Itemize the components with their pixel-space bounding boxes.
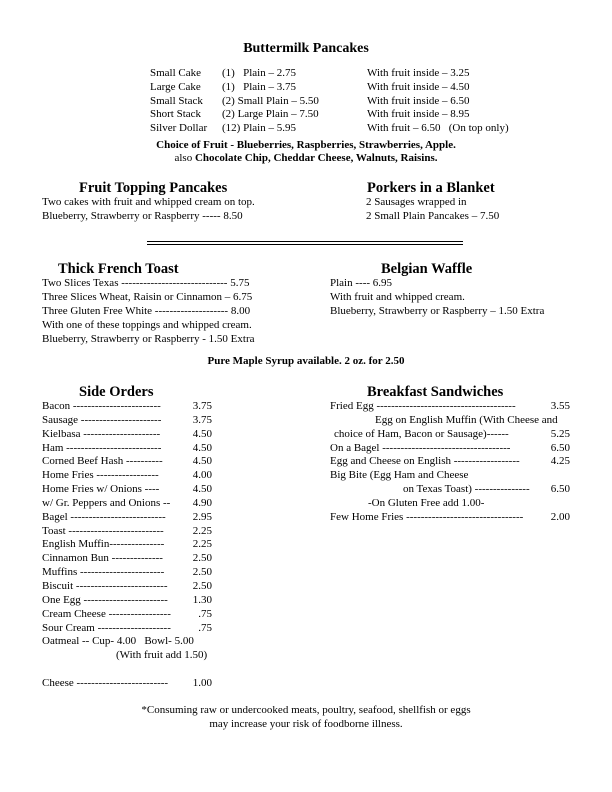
french-toast-line: Three Gluten Free White -------------------- 8.00: [42, 305, 251, 317]
oatmeal-prices: Oatmeal -- Cup- 4.00 Bowl- 5.00: [42, 635, 194, 648]
side-order-item: [42, 414, 242, 428]
pancake-plain-price: (12) Plain – 5.95: [222, 122, 296, 135]
side-order-price: 2.95: [192, 510, 212, 523]
french-toast-line: With one of these toppings and whipped cream.: [42, 319, 252, 331]
side-order-name: Muffins -----------------------: [42, 566, 165, 579]
side-order-price: .75: [198, 607, 212, 620]
sandwich-line: [330, 414, 570, 428]
side-order-price: 1.30: [192, 593, 212, 606]
sandwich-text: Few Home Fries --------------------------------: [330, 510, 524, 523]
side-order-name: Home Fries w/ Onions ----: [42, 483, 160, 496]
also-line: [0, 152, 612, 165]
pancake-name: Short Stack: [150, 108, 202, 121]
fruit-topping-price: Blueberry, Strawberry or Raspberry ----- 8.50: [42, 210, 243, 222]
sandwich-text: Fried Egg --------------------------------------: [330, 400, 516, 412]
disclaimer-line-1: *Consuming raw or undercooked meats, poultry, seafood, shellfish or eggs: [141, 704, 471, 716]
side-order-item: [42, 497, 242, 511]
pancake-fruit-price: With fruit inside – 4.50: [367, 80, 470, 93]
side-order-name: Home Fries -----------------: [42, 469, 159, 482]
sandwich-price: 6.50: [550, 441, 570, 454]
side-order-name: One Egg -----------------------: [42, 593, 168, 606]
side-order-price: 4.50: [192, 427, 212, 440]
side-order-item: [42, 442, 242, 456]
pancake-fruit-price: With fruit inside – 3.25: [367, 67, 470, 79]
oatmeal-fruit-text: (With fruit add 1.50): [116, 649, 208, 662]
side-order-item: [42, 525, 242, 539]
side-order-item: [42, 622, 242, 636]
side-order-price: 2.25: [192, 524, 212, 537]
sandwich-line: [330, 428, 570, 442]
sandwich-line: [330, 469, 570, 483]
side-order-price: 4.00: [192, 469, 212, 482]
side-order-price: 4.50: [192, 441, 212, 454]
sandwich-line: [330, 442, 570, 456]
side-order-item: [42, 552, 242, 566]
fruit-topping-title: Fruit Topping Pancakes: [79, 180, 228, 196]
sandwich-price: 5.25: [550, 427, 570, 440]
divider-rule-bottom: [147, 244, 463, 245]
porkers-title: Porkers in a Blanket: [367, 180, 495, 196]
oatmeal-item: [42, 635, 242, 649]
pancake-plain-price: (1) Plain – 3.75: [222, 80, 296, 93]
pancake-name: Small Stack: [150, 94, 203, 107]
sandwich-line: [330, 455, 570, 469]
side-order-item: [42, 428, 242, 442]
pancake-plain-price: (1) Plain – 2.75: [222, 67, 296, 79]
waffle-line: Blueberry, Strawberry or Raspberry – 1.50 Extra: [330, 305, 545, 317]
side-order-name: Bagel --------------------------: [42, 510, 166, 523]
side-order-price: 3.75: [192, 413, 212, 426]
side-order-name: Biscuit -------------------------: [42, 579, 168, 592]
side-order-name: Toast --------------------------: [42, 524, 164, 537]
sandwich-text: Egg on English Muffin (With Cheese and: [375, 413, 558, 426]
french-toast-line: Three Slices Wheat, Raisin or Cinnamon – 6.75: [42, 291, 253, 303]
side-order-item: [42, 580, 242, 594]
side-order-name: Kielbasa ---------------------: [42, 427, 161, 440]
side-order-name: w/ Gr. Peppers and Onions --: [42, 496, 171, 509]
side-orders-list: [42, 400, 242, 691]
sandwich-text: choice of Ham, Bacon or Sausage)------: [334, 427, 509, 440]
sandwich-line: [330, 497, 570, 511]
sandwich-text: Egg and Cheese on English ------------------: [330, 455, 520, 468]
sandwich-price: 4.25: [550, 455, 570, 468]
pancake-plain-price: (2) Small Plain – 5.50: [222, 94, 319, 107]
divider-rule-top: [147, 241, 463, 242]
side-order-price: .75: [198, 621, 212, 634]
french-toast-line: Blueberry, Strawberry or Raspberry - 1.50 Extra: [42, 333, 255, 345]
side-orders-title: Side Orders: [79, 384, 154, 400]
pancake-plain-price: (2) Large Plain – 7.50: [222, 108, 319, 121]
side-order-item: [42, 511, 242, 525]
sandwich-text: -On Gluten Free add 1.00-: [368, 496, 485, 509]
french-toast-title: Thick French Toast: [58, 261, 179, 277]
side-order-name: English Muffin---------------: [42, 538, 165, 551]
pancake-fruit-price: With fruit – 6.50 (On top only): [367, 122, 509, 135]
side-order-item: [42, 483, 242, 497]
side-order-name: Sausage ----------------------: [42, 413, 162, 426]
side-order-item: [42, 594, 242, 608]
sandwich-line: [330, 483, 570, 497]
side-order-item: [42, 608, 242, 622]
side-order-item: [42, 400, 242, 414]
pancake-name: Large Cake: [150, 80, 201, 93]
sandwich-line: [330, 511, 570, 525]
pancake-fruit-price: With fruit inside – 8.95: [367, 108, 470, 121]
waffle-title: Belgian Waffle: [381, 261, 473, 277]
sandwich-text: On a Bagel -----------------------------------: [330, 441, 511, 454]
cheese-name: Cheese -------------------------: [42, 676, 169, 689]
cheese-price: 1.00: [192, 676, 212, 689]
side-order-price: 2.50: [192, 552, 212, 565]
side-order-price: 2.25: [192, 538, 212, 551]
side-order-item: [42, 677, 242, 691]
side-order-price: 2.50: [192, 579, 212, 592]
sandwiches-list: [330, 400, 570, 525]
side-order-name: Bacon ------------------------: [42, 400, 161, 412]
side-order-price: 2.50: [192, 566, 212, 579]
side-order-name: Cinnamon Bun --------------: [42, 552, 163, 565]
disclaimer-line-2: may increase your risk of foodborne illness.: [209, 718, 403, 730]
sandwich-text: Big Bite (Egg Ham and Cheese: [330, 469, 469, 482]
also-items: Chocolate Chip, Cheddar Cheese, Walnuts, Raisins.: [194, 152, 438, 164]
waffle-line: Plain ---- 6.95: [330, 277, 393, 289]
side-order-item: [42, 538, 242, 552]
sandwich-price: 3.55: [550, 400, 570, 412]
oatmeal-fruit-note: [42, 649, 242, 663]
porkers-desc: 2 Sausages wrapped in: [366, 196, 467, 208]
side-order-item: [42, 455, 242, 469]
side-order-item: [42, 469, 242, 483]
french-toast-line: Two Slices Texas ----------------------------- 5.75: [42, 277, 250, 289]
side-order-price: 3.75: [192, 400, 212, 412]
side-order-name: Corned Beef Hash ----------: [42, 455, 163, 468]
side-order-price: 4.50: [192, 483, 212, 496]
porkers-price: 2 Small Plain Pancakes – 7.50: [366, 210, 500, 222]
pancake-name: Silver Dollar: [150, 122, 208, 135]
sandwiches-title: Breakfast Sandwiches: [367, 384, 504, 400]
side-order-item: [42, 566, 242, 580]
side-order-name: Sour Cream --------------------: [42, 621, 171, 634]
also-prefix: also: [174, 152, 195, 164]
pancakes-title: Buttermilk Pancakes: [243, 41, 369, 56]
sandwich-line: [330, 400, 570, 414]
pancake-name: Small Cake: [150, 67, 202, 79]
fruit-choice: Choice of Fruit - Blueberries, Raspberries, Strawberries, Apple.: [156, 139, 456, 151]
side-order-name: Ham --------------------------: [42, 441, 162, 454]
syrup-note: Pure Maple Syrup available. 2 oz. for 2.50: [207, 355, 405, 367]
spacer: [42, 663, 242, 677]
side-order-name: Cream Cheese -----------------: [42, 607, 171, 620]
sandwich-price: 6.50: [550, 483, 570, 496]
side-order-price: 4.90: [192, 496, 212, 509]
waffle-line: With fruit and whipped cream.: [330, 291, 465, 303]
sandwich-price: 2.00: [550, 510, 570, 523]
sandwich-text: on Texas Toast) ---------------: [403, 483, 530, 496]
fruit-topping-desc: Two cakes with fruit and whipped cream on top.: [42, 196, 255, 208]
pancake-fruit-price: With fruit inside – 6.50: [367, 94, 470, 107]
side-order-price: 4.50: [192, 455, 212, 468]
